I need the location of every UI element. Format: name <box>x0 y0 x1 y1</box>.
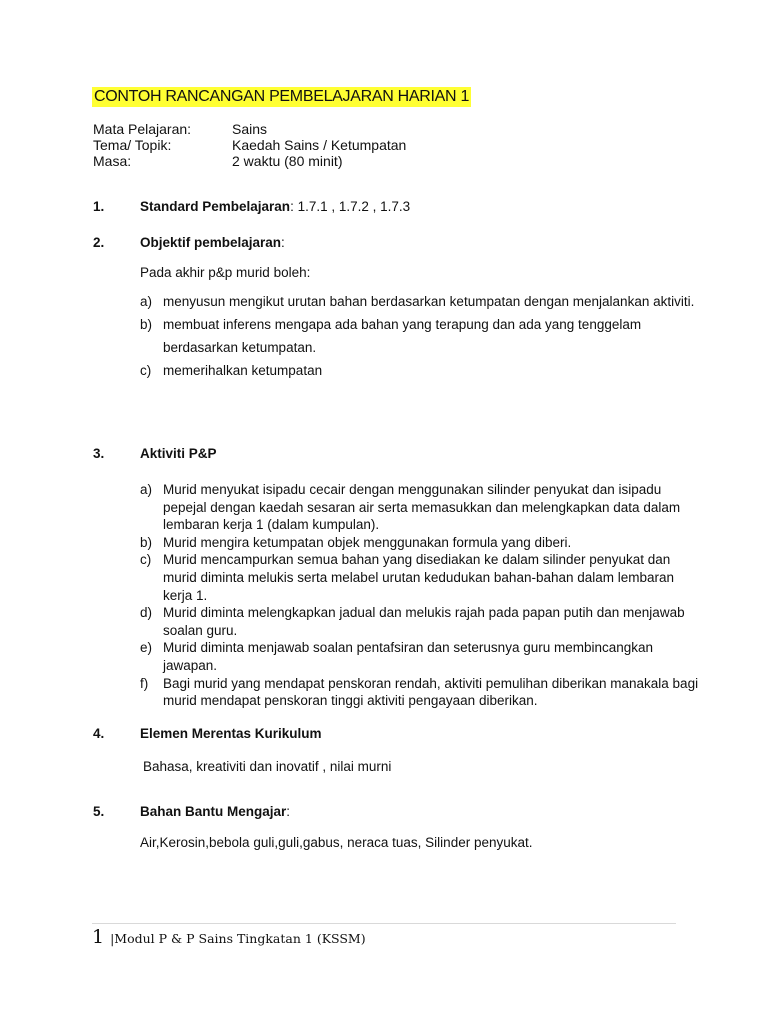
section-4-heading <box>140 726 322 741</box>
list-marker: c) <box>140 363 152 378</box>
list-item <box>140 604 700 639</box>
meta-label: Tema/ Topik: <box>93 137 172 153</box>
page-number: 1 <box>92 926 105 948</box>
list-text: Murid diminta melengkapkan jadual dan melukis rajah pada papan putih dan menjawab soalan guru. <box>163 605 685 638</box>
list-marker: d) <box>140 605 153 621</box>
list-marker: c) <box>140 552 152 568</box>
list-text: Murid diminta menjawab soalan pentafsiran dan seterusnya guru membincangkan jawapan. <box>163 640 654 673</box>
list-item <box>140 639 700 674</box>
section-5-body: Air,Kerosin,bebola guli,guli,gabus, neraca tuas, Silinder penyukat. <box>140 835 533 850</box>
list-item <box>140 675 700 710</box>
footer-divider <box>92 923 676 924</box>
section-5-title: Bahan Bantu Mengajar <box>140 804 287 819</box>
list-text: memerihalkan ketumpatan <box>163 363 323 378</box>
footer-text: |Modul P & P Sains Tingkatan 1 (KSSM) <box>110 931 366 946</box>
list-text: Murid menyukat isipadu cecair dengan menggunakan silinder penyukat dan isipadu pepejal dengan kaedah sesaran air serta memasukkan dan melengkapkan data dalam lembaran kerja 1 (dalam kumpulan). <box>163 482 681 533</box>
list-item <box>140 534 700 552</box>
list-text: menyusun mengikut urutan bahan berdasarkan ketumpatan dengan menjalankan aktiviti. <box>163 294 695 309</box>
section-2-heading <box>140 235 285 250</box>
objectives-list <box>140 290 700 382</box>
document-title: CONTOH RANCANGAN PEMBELAJARAN HARIAN 1 <box>94 88 470 105</box>
list-marker: b) <box>140 317 153 332</box>
meta-label: Masa: <box>93 153 132 169</box>
list-text: membuat inferens mengapa ada bahan yang terapung dan ada yang tenggelam berdasarkan ketumpatan. <box>163 317 642 355</box>
list-marker: a) <box>140 482 153 497</box>
section-2-colon: : <box>281 235 285 250</box>
meta-value: 2 waktu (80 minit) <box>232 153 343 169</box>
section-4-body: Bahasa, kreativiti dan inovatif , nilai murni <box>143 759 392 774</box>
section-4-title: Elemen Merentas Kurikulum <box>140 726 322 741</box>
section-1-heading <box>140 199 410 214</box>
section-1-standards: : 1.7.1 , 1.7.2 , 1.7.3 <box>290 199 411 214</box>
section-3-number: 3. <box>93 446 105 461</box>
meta-row-subject <box>93 121 406 137</box>
meta-value: Kaedah Sains / Ketumpatan <box>232 137 407 153</box>
section-4-number: 4. <box>93 726 105 741</box>
meta-label: Mata Pelajaran: <box>93 121 192 137</box>
activities-list <box>140 481 700 710</box>
list-item <box>140 481 700 534</box>
list-item <box>140 551 700 604</box>
list-marker: f) <box>140 675 149 691</box>
list-marker: a) <box>140 294 153 309</box>
section-1-title: Standard Pembelajaran <box>140 199 291 214</box>
section-1-number: 1. <box>93 199 105 214</box>
list-marker: e) <box>140 640 153 656</box>
section-5-number: 5. <box>93 804 105 819</box>
section-5-heading <box>140 804 290 819</box>
meta-value: Sains <box>232 121 268 137</box>
list-item <box>140 313 700 359</box>
list-text: Murid mencampurkan semua bahan yang disediakan ke dalam silinder penyukat dan murid diminta melukis serta melabel urutan kedudukan bahan-bahan dalam lembaran kerja 1. <box>163 552 675 603</box>
list-item <box>140 359 700 382</box>
list-text: Bagi murid yang mendapat penskoran rendah, aktiviti pemulihan diberikan manakala bagi murid mendapat penskoran tinggi aktiviti pengayaan diberikan. <box>163 675 699 709</box>
list-item <box>140 290 700 313</box>
meta-row-time <box>93 153 406 169</box>
objectives-intro: Pada akhir p&p murid boleh: <box>140 265 311 280</box>
list-text: Murid mengira ketumpatan objek menggunakan formula yang diberi. <box>163 534 572 550</box>
section-5-colon: : <box>286 804 291 819</box>
meta-block <box>93 121 406 169</box>
section-2-title: Objektif pembelajaran <box>140 235 282 250</box>
list-marker: b) <box>140 534 153 550</box>
meta-row-topic <box>93 137 406 153</box>
section-3-title: Aktiviti P&P <box>140 446 217 461</box>
section-2-number: 2. <box>93 235 105 250</box>
section-3-heading <box>140 446 217 461</box>
page-footer <box>92 926 366 948</box>
